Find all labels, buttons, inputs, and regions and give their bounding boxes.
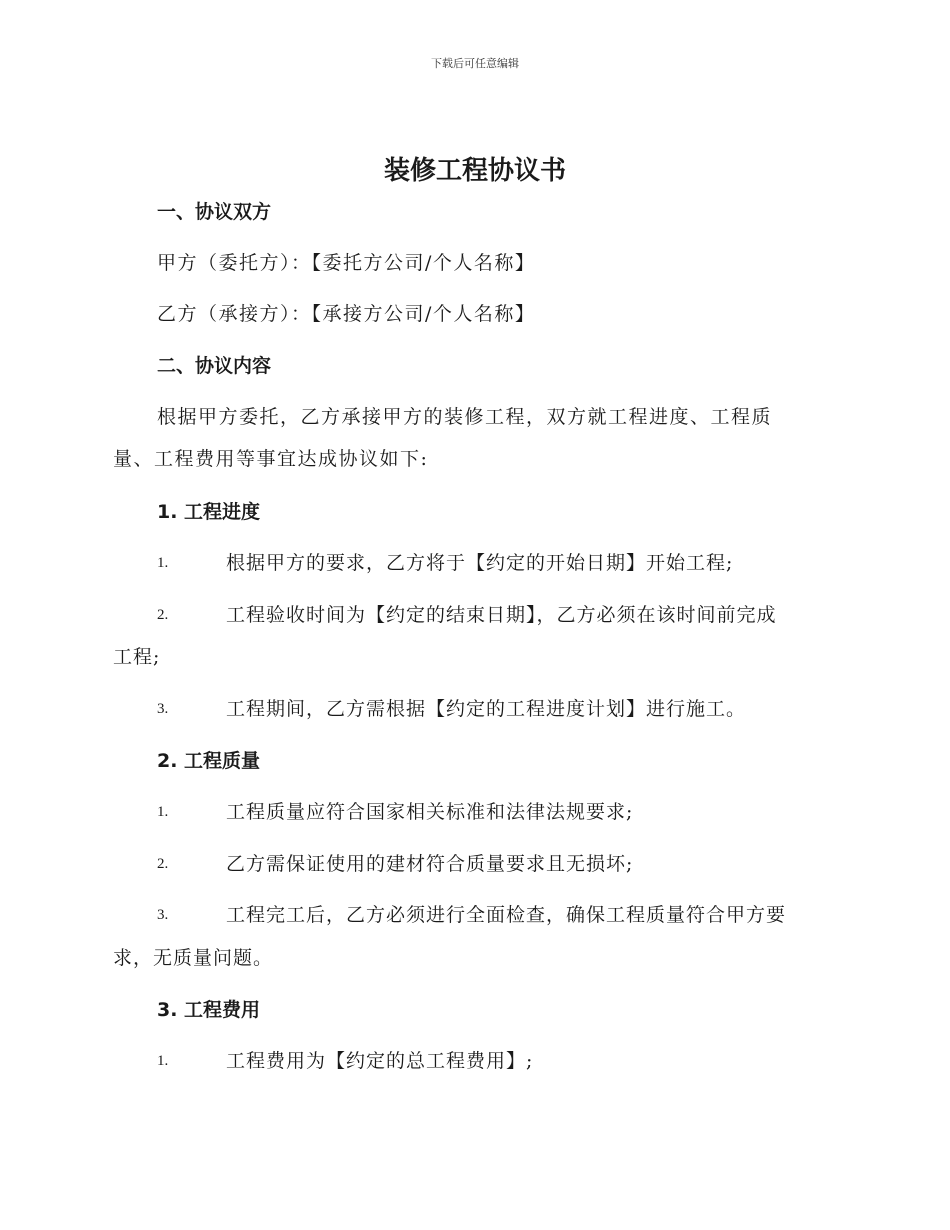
list-item-text: 工程质量应符合国家相关标准和法律法规要求; <box>226 801 634 823</box>
intro-line-1: 根据甲方委托，乙方承接甲方的装修工程，双方就工程进度、工程质 <box>157 406 773 428</box>
subheading-progress: 1. 工程进度 <box>157 501 261 523</box>
list-item-text: 工程费用为【约定的总工程费用】; <box>226 1050 534 1072</box>
list-item-text: 根据甲方的要求，乙方将于【约定的开始日期】开始工程; <box>226 552 734 574</box>
list-item-number: 1. <box>157 804 169 820</box>
section-heading-parties: 一、协议双方 <box>157 201 272 223</box>
list-item-number: 3. <box>157 907 169 923</box>
document-title: 装修工程协议书 <box>383 156 566 186</box>
list-item-number: 2. <box>157 607 169 623</box>
list-item-continuation: 工程; <box>113 646 161 668</box>
list-item-text: 工程期间，乙方需根据【约定的工程进度计划】进行施工。 <box>226 698 747 720</box>
list-item-text: 工程完工后，乙方必须进行全面检查，确保工程质量符合甲方要 <box>226 904 787 926</box>
list-item-number: 1. <box>157 1053 169 1069</box>
section-heading-content: 二、协议内容 <box>157 355 272 377</box>
subheading-quality: 2. 工程质量 <box>157 750 261 772</box>
list-item-number: 3. <box>157 701 169 717</box>
list-item-text: 乙方需保证使用的建材符合质量要求且无损坏; <box>226 853 634 875</box>
list-item-continuation: 求，无质量问题。 <box>113 947 274 969</box>
party-a-line: 甲方（委托方）：【委托方公司/个人名称】 <box>157 252 536 274</box>
list-item-number: 2. <box>157 856 169 872</box>
party-b-line: 乙方（承接方）：【承接方公司/个人名称】 <box>157 303 536 325</box>
list-item-number: 1. <box>157 555 169 571</box>
page-header: 下载后可任意编辑 <box>431 57 519 70</box>
subheading-cost: 3. 工程费用 <box>157 999 261 1021</box>
list-item-text: 工程验收时间为【约定的结束日期】，乙方必须在该时间前完成 <box>226 604 777 626</box>
intro-line-2: 量、工程费用等事宜达成协议如下: <box>113 448 429 470</box>
